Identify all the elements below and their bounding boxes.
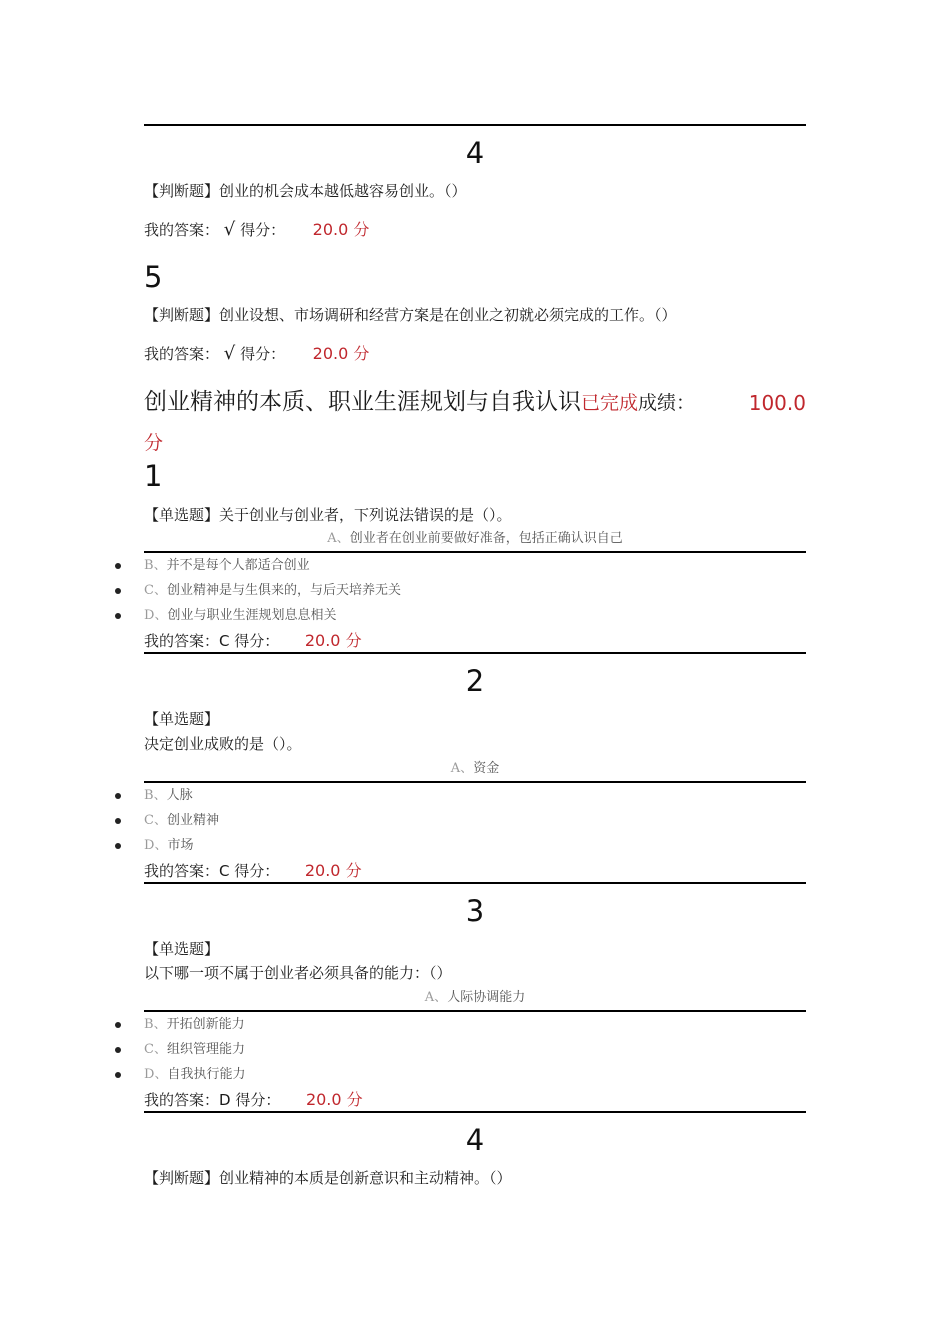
score-value: 20.0 分	[312, 344, 370, 363]
option-text: 市场	[167, 838, 194, 853]
option-c[interactable]	[144, 582, 401, 600]
question-type: 【单选题】	[144, 710, 220, 728]
answer-line	[144, 344, 369, 364]
option-text: 人际协调能力	[447, 990, 526, 1005]
question-text	[144, 1168, 512, 1188]
option-d[interactable]	[144, 607, 336, 625]
bullet-icon	[115, 1047, 121, 1053]
score-label: 得分：	[234, 632, 280, 650]
option-d[interactable]	[144, 837, 193, 855]
option-a[interactable]	[144, 530, 806, 548]
option-a[interactable]	[144, 989, 806, 1007]
score-value: 20.0 分	[312, 220, 370, 239]
bullet-icon	[115, 843, 121, 849]
divider	[144, 781, 806, 783]
question-number: 2	[465, 664, 485, 698]
question-number: 4	[465, 136, 485, 170]
score-label: 得分：	[235, 1091, 281, 1109]
option-letter: D	[144, 608, 155, 623]
option-sep: 、	[153, 583, 167, 598]
option-d[interactable]	[144, 1066, 245, 1084]
answer-label: 我的答案：	[144, 1091, 220, 1109]
bullet-icon	[115, 613, 121, 619]
option-c[interactable]	[144, 812, 219, 830]
option-text: 创业精神	[166, 813, 219, 828]
divider	[144, 882, 806, 884]
option-letter: C	[144, 1042, 154, 1057]
divider	[144, 1111, 806, 1113]
answer-line	[144, 631, 362, 651]
section-score-label: 成绩：	[638, 392, 696, 414]
option-letter: D	[144, 838, 155, 853]
option-sep: 、	[153, 788, 167, 803]
option-letter: A	[424, 990, 435, 1005]
option-b[interactable]	[144, 787, 193, 805]
score-value: 20.0 分	[304, 631, 362, 650]
answer-value: D	[219, 1091, 231, 1109]
score-label: 得分：	[240, 221, 286, 239]
option-text: 组织管理能力	[166, 1042, 245, 1057]
option-b[interactable]	[144, 1016, 245, 1034]
option-a[interactable]	[144, 760, 806, 778]
score-value: 20.0 分	[304, 861, 362, 880]
option-text: 创业者在创业前要做好准备，包括正确认识自己	[349, 531, 623, 546]
section-title-text: 创业精神的本质、职业生涯规划与自我认识	[144, 389, 581, 415]
option-letter: B	[144, 558, 154, 573]
option-letter: D	[144, 1067, 155, 1082]
bullet-icon	[115, 563, 121, 569]
section-score-unit: 分	[144, 432, 164, 454]
question-type: 【单选题】	[144, 940, 220, 958]
option-sep: 、	[154, 838, 168, 853]
question-body: 以下哪一项不属于创业者必须具备的能力：（）	[144, 964, 452, 982]
question-number: 3	[465, 894, 485, 928]
option-text: 创业精神是与生俱来的，与后天培养无关	[166, 583, 401, 598]
question-text	[144, 305, 677, 325]
option-sep: 、	[154, 1067, 168, 1082]
option-sep: 、	[153, 1042, 167, 1057]
section-score-value: 100.0	[748, 391, 806, 415]
answer-line	[144, 861, 362, 881]
answer-label: 我的答案：	[144, 862, 220, 880]
section-title	[144, 387, 695, 418]
option-b[interactable]	[144, 557, 310, 575]
option-text: 人脉	[166, 788, 193, 803]
option-sep: 、	[434, 990, 448, 1005]
option-sep: 、	[336, 531, 350, 546]
option-letter: A	[327, 531, 337, 546]
question-text	[144, 505, 512, 525]
divider	[144, 124, 806, 126]
answer-value: C	[219, 862, 230, 880]
score-value: 20.0 分	[305, 1090, 363, 1109]
option-sep: 、	[153, 813, 167, 828]
answer-label: 我的答案：	[144, 221, 220, 239]
answer-label: 我的答案：	[144, 632, 220, 650]
question-number: 1	[144, 459, 163, 493]
question-type: 【单选题】	[144, 506, 220, 524]
bullet-icon	[115, 1022, 121, 1028]
question-body: 创业精神的本质是创新意识和主动精神。（）	[219, 1169, 512, 1187]
divider	[144, 1010, 806, 1012]
option-letter: C	[144, 813, 154, 828]
question-type: 【判断题】	[144, 306, 220, 324]
bullet-icon	[115, 588, 121, 594]
option-text: 自我执行能力	[167, 1067, 246, 1082]
bullet-icon	[115, 793, 121, 799]
option-sep: 、	[154, 608, 168, 623]
option-sep: 、	[153, 558, 167, 573]
option-letter: B	[144, 1017, 154, 1032]
question-number: 4	[465, 1123, 485, 1157]
question-body: 决定创业成败的是（）。	[144, 735, 302, 753]
answer-line	[144, 220, 369, 240]
question-type: 【判断题】	[144, 182, 220, 200]
question-text	[144, 181, 467, 201]
bullet-icon	[115, 1072, 121, 1078]
section-status: 已完成	[581, 392, 639, 414]
answer-value: √	[223, 343, 236, 364]
question-type: 【判断题】	[144, 1169, 220, 1187]
answer-value: C	[219, 632, 230, 650]
answer-value: √	[223, 219, 236, 240]
option-sep: 、	[460, 761, 474, 776]
option-c[interactable]	[144, 1041, 245, 1059]
option-text: 并不是每个人都适合创业	[166, 558, 310, 573]
score-label: 得分：	[234, 862, 280, 880]
answer-label: 我的答案：	[144, 345, 220, 363]
option-sep: 、	[153, 1017, 167, 1032]
question-body: 创业的机会成本越低越容易创业。（）	[219, 182, 467, 200]
question-number: 5	[144, 260, 163, 294]
option-text: 开拓创新能力	[166, 1017, 245, 1032]
option-letter: C	[144, 583, 154, 598]
divider	[144, 551, 806, 553]
answer-line	[144, 1090, 363, 1110]
score-label: 得分：	[240, 345, 286, 363]
option-text: 创业与职业生涯规划息息相关	[167, 608, 337, 623]
question-body: 关于创业与创业者，下列说法错误的是（）。	[219, 506, 512, 524]
bullet-icon	[115, 818, 121, 824]
question-body: 创业设想、市场调研和经营方案是在创业之初就必须完成的工作。（）	[219, 306, 677, 324]
option-letter: B	[144, 788, 154, 803]
divider	[144, 652, 806, 654]
option-letter: A	[450, 761, 461, 776]
option-text: 资金	[473, 761, 500, 776]
